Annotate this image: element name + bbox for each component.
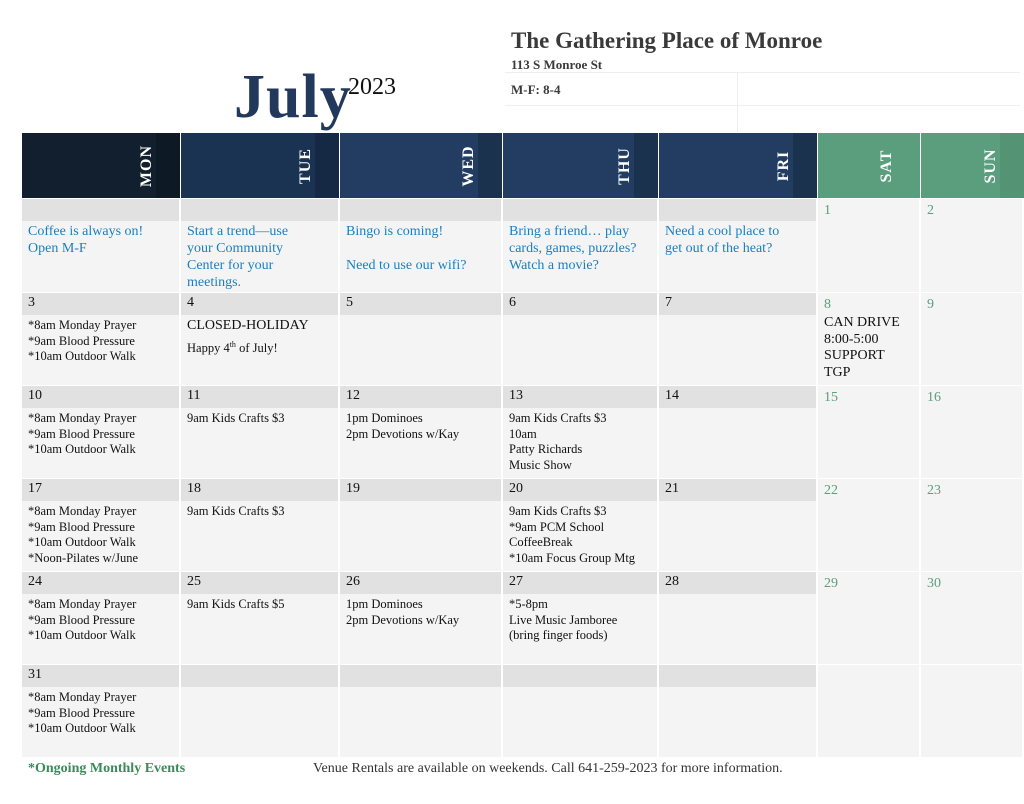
day-cell: [22, 572, 181, 664]
day-cell: [659, 665, 818, 757]
weekend-cell: [921, 293, 1024, 385]
day-number: 8: [824, 297, 831, 312]
weekend-cell: [818, 479, 921, 571]
message-text: Need a cool place to get out of the heat?: [665, 224, 780, 256]
header-fri: FRI: [659, 133, 818, 198]
weekend-cell: [921, 386, 1024, 478]
day-number: 30: [927, 576, 941, 591]
day-events: 9am Kids Crafts $3: [187, 504, 285, 518]
day-events: [921, 669, 1022, 673]
day-events: 1pm Dominoes 2pm Devotions w/Kay: [346, 597, 460, 627]
organization-hours: M-F: 8-4: [511, 82, 561, 97]
day-events: 9am Kids Crafts $5: [187, 597, 285, 611]
day-number: 28: [659, 572, 816, 594]
day-cell: [340, 665, 503, 757]
day-events: 9am Kids Crafts $3 10am Patty Richards Music Show: [509, 411, 607, 472]
day-cell: [181, 199, 340, 292]
day-number: 19: [340, 479, 501, 501]
weekend-cell: [818, 293, 921, 385]
day-events: [503, 687, 657, 693]
day-number: 13: [503, 386, 657, 408]
divider: [505, 105, 1020, 106]
day-cell: [659, 572, 818, 664]
day-events: [818, 669, 919, 673]
day-cell: [181, 479, 340, 571]
day-number: 4: [181, 293, 338, 315]
day-number: 23: [927, 483, 941, 498]
day-number: [340, 665, 501, 687]
day-cell: [181, 293, 340, 385]
divider: [737, 72, 738, 132]
day-number: 22: [824, 483, 838, 498]
event-text: Happy 4: [187, 341, 230, 356]
day-number: 27: [503, 572, 657, 594]
event-text: of July!: [235, 341, 278, 356]
day-number: 7: [659, 293, 816, 315]
day-events: [503, 315, 657, 321]
day-cell: [22, 386, 181, 478]
day-number: 2: [927, 203, 934, 218]
day-events: [340, 501, 501, 507]
day-events: 9am Kids Crafts $3: [187, 411, 285, 425]
day-events: [921, 499, 1022, 503]
day-number: 11: [181, 386, 338, 408]
divider: [505, 72, 1020, 73]
day-cell: [659, 479, 818, 571]
day-cell: [503, 572, 659, 664]
day-number: [659, 665, 816, 687]
weekend-cell: [921, 665, 1024, 757]
day-number: 9: [927, 297, 934, 312]
day-events: [181, 687, 338, 693]
message-text: Start a trend—use your Community Center for your meetings.: [187, 224, 289, 290]
day-events: [659, 315, 816, 321]
day-number: 10: [22, 386, 179, 408]
header-sat: SAT: [818, 133, 921, 198]
day-number: 25: [181, 572, 338, 594]
day-cell: [340, 199, 503, 292]
day-cell: [22, 199, 181, 292]
day-events: [818, 406, 919, 410]
day-cell: [340, 386, 503, 478]
day-events: [659, 408, 816, 414]
day-cell: [181, 665, 340, 757]
header-tue: TUE: [181, 133, 340, 198]
month-title: July: [234, 63, 352, 131]
day-cell: [659, 199, 818, 292]
header-sun: SUN: [921, 133, 1024, 198]
day-number: 6: [503, 293, 657, 315]
day-number: 24: [22, 572, 179, 594]
day-events: *8am Monday Prayer *9am Blood Pressure *10am Outdoor Walk: [28, 690, 137, 735]
message-text: Bingo is coming! Need to use our wifi?: [346, 224, 467, 273]
ongoing-events-note: *Ongoing Monthly Events: [28, 761, 186, 776]
day-events: *8am Monday Prayer *9am Blood Pressure *10am Outdoor Walk: [28, 411, 137, 456]
organization-name: The Gathering Place of Monroe: [511, 28, 823, 53]
header-thu: THU: [503, 133, 659, 198]
day-number: 5: [340, 293, 501, 315]
day-events: [818, 499, 919, 503]
header-mon: MON: [22, 133, 181, 198]
day-cell: [503, 386, 659, 478]
day-number: 17: [22, 479, 179, 501]
day-cell: [22, 479, 181, 571]
day-events: *5-8pm Live Music Jamboree (bring finger foods): [509, 597, 618, 642]
day-events: *8am Monday Prayer *9am Blood Pressure *10am Outdoor Walk *Noon-Pilates w/June: [28, 504, 139, 565]
day-events: CAN DRIVE 8:00-5:00 SUPPORT TGP: [824, 315, 900, 380]
day-number: 14: [659, 386, 816, 408]
weekend-cell: [921, 572, 1024, 664]
weekend-cell: [818, 386, 921, 478]
day-number: 16: [927, 390, 941, 405]
organization-address: 113 S Monroe St: [511, 57, 603, 72]
day-cell: [340, 293, 503, 385]
weekend-cell: [818, 572, 921, 664]
weekday-header: [22, 133, 1024, 198]
day-events: [659, 501, 816, 507]
day-cell: [181, 386, 340, 478]
day-cell: [340, 572, 503, 664]
day-cell: [503, 479, 659, 571]
day-number: 21: [659, 479, 816, 501]
day-number: 20: [503, 479, 657, 501]
day-cell: [659, 386, 818, 478]
day-events: [340, 315, 501, 321]
day-cell: [503, 199, 659, 292]
day-events: [659, 687, 816, 693]
event-text-sup: th: [229, 340, 236, 349]
weekend-cell: [921, 479, 1024, 571]
day-cell: [503, 293, 659, 385]
day-events: 9am Kids Crafts $3 *9am PCM School CoffeeBreak *10am Focus Group Mtg: [509, 504, 636, 565]
weekend-cell: [818, 199, 921, 292]
day-number: 29: [824, 576, 838, 591]
day-events: [921, 313, 1022, 317]
day-number: 1: [824, 203, 831, 218]
day-events: 1pm Dominoes 2pm Devotions w/Kay: [346, 411, 460, 441]
day-events: *8am Monday Prayer *9am Blood Pressure *10am Outdoor Walk: [28, 318, 137, 363]
day-number: 12: [340, 386, 501, 408]
day-cell: [659, 293, 818, 385]
year-label: 2023: [348, 74, 396, 100]
day-cell: [503, 665, 659, 757]
day-cell: [22, 293, 181, 385]
day-cell: [340, 479, 503, 571]
day-events: *8am Monday Prayer *9am Blood Pressure *10am Outdoor Walk: [28, 597, 137, 642]
day-events: [921, 592, 1022, 596]
day-number: [503, 665, 657, 687]
header-wed: WED: [340, 133, 503, 198]
day-events: CLOSED-HOLIDAY: [187, 318, 309, 333]
day-events: [818, 592, 919, 596]
day-number: [181, 665, 338, 687]
message-text: Coffee is always on! Open M-F: [28, 224, 144, 256]
weekend-cell: [818, 665, 921, 757]
day-events: [921, 406, 1022, 410]
day-events-extra: [181, 337, 338, 360]
day-number: 18: [181, 479, 338, 501]
day-events: [659, 594, 816, 600]
venue-rentals-note: Venue Rentals are available on weekends. Call 641-259-2023 for more information.: [313, 761, 783, 776]
day-events: [340, 687, 501, 693]
day-number: 15: [824, 390, 838, 405]
day-number: 26: [340, 572, 501, 594]
day-number: 3: [22, 293, 179, 315]
weekend-cell: [921, 199, 1024, 292]
day-cell: [181, 572, 340, 664]
message-text: Bring a friend… play cards, games, puzzles? Watch a movie?: [509, 224, 637, 273]
day-number: 31: [22, 665, 179, 687]
day-cell: [22, 665, 181, 757]
